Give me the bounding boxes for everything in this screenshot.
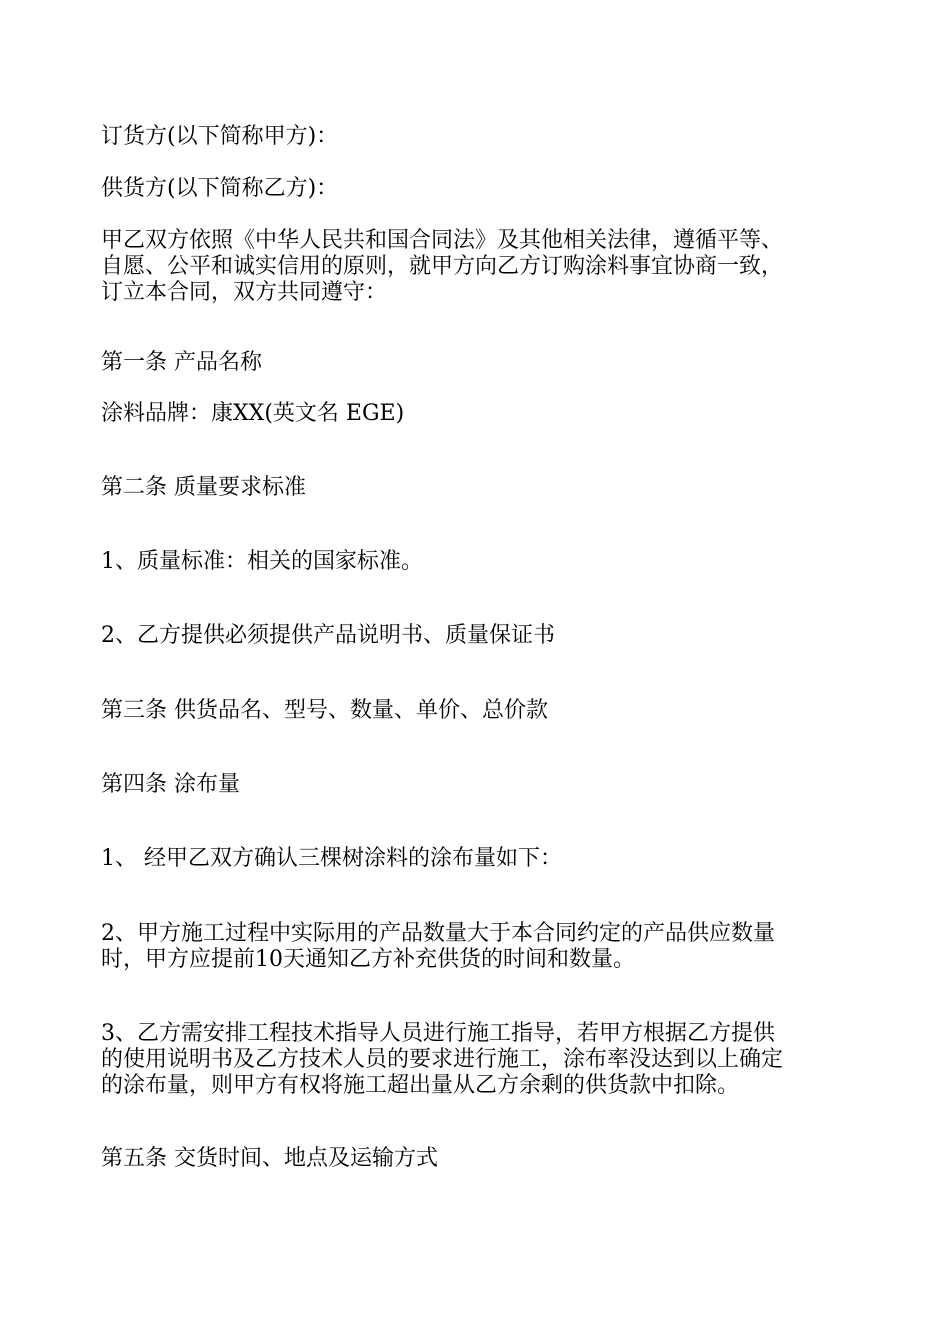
article4-item2-line-2: 时，甲方应提前10天通知乙方补充供货的时间和数量。: [101, 947, 635, 972]
article1-heading: 第一条 产品名称: [101, 350, 262, 375]
buyer-line: 订货方(以下简称甲方)：: [101, 124, 339, 149]
article2-heading: 第二条 质量要求标准: [101, 475, 306, 500]
article2-item2: 2、乙方提供必须提供产品说明书、质量保证书: [101, 623, 555, 648]
article2-item1: 1、质量标准：相关的国家标准。: [101, 549, 423, 574]
article1-brand: 涂料品牌：康XX(英文名 EGE): [101, 401, 405, 426]
intro-line-3: 订立本合同，双方共同遵守：: [101, 280, 388, 305]
intro-line-2: 自愿、公平和诚实信用的原则，就甲方向乙方订购涂料事宜协商一致，: [101, 254, 784, 279]
article3-heading: 第三条 供货品名、型号、数量、单价、总价款: [101, 698, 548, 723]
intro-line-1: 甲乙双方依照《中华人民共和国合同法》及其他相关法律，遵循平等、: [101, 228, 784, 253]
supplier-line: 供货方(以下简称乙方)：: [101, 176, 339, 201]
article4-item1: 1、 经甲乙双方确认三棵树涂料的涂布量如下：: [101, 846, 562, 871]
article4-item2-line-1: 2、甲方施工过程中实际用的产品数量大于本合同约定的产品供应数量: [101, 921, 775, 946]
article5-heading: 第五条 交货时间、地点及运输方式: [101, 1146, 438, 1171]
article4-heading: 第四条 涂布量: [101, 772, 240, 797]
article4-item3-line-3: 的涂布量，则甲方有权将施工超出量从乙方余剩的供货款中扣除。: [101, 1073, 740, 1098]
article4-item3-line-1: 3、乙方需安排工程技术指导人员进行施工指导，若甲方根据乙方提供: [101, 1021, 775, 1046]
article4-item3-line-2: 的使用说明书及乙方技术人员的要求进行施工，涂布率没达到以上确定: [101, 1047, 784, 1072]
